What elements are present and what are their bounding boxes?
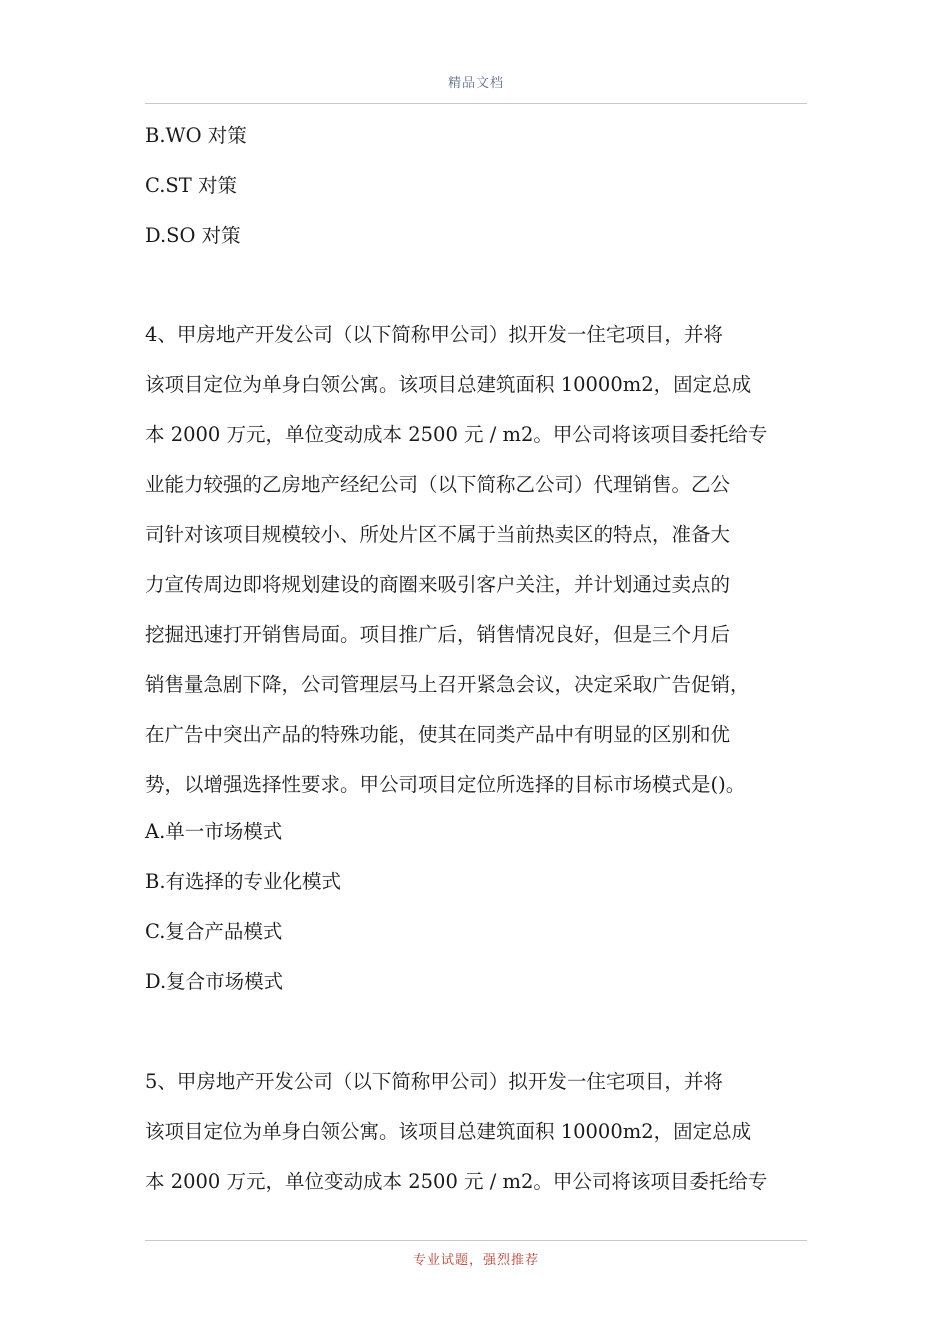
footer-divider [145, 1240, 807, 1241]
question-4-line: 销售量急剧下降，公司管理层马上召开紧急会议，决定采取广告促销， [145, 673, 750, 696]
question-5-line: 本 2000 万元，单位变动成本 2500 元 / m2。甲公司将该项目委托给专 [145, 1170, 768, 1193]
header-divider [145, 103, 807, 104]
q3-option-c: C.ST 对策 [145, 174, 237, 197]
question-4-line: 业能力较强的乙房地产经纪公司（以下简称乙公司）代理销售。乙公 [145, 473, 731, 496]
question-4-line: 该项目定位为单身白领公寓。该项目总建筑面积 10000m2，固定总成 [145, 373, 752, 396]
question-4-text [145, 310, 807, 810]
question-4-line: 司针对该项目规模较小、所处片区不属于当前热卖区的特点，准备大 [145, 523, 731, 546]
question-4-line: 4、甲房地产开发公司（以下简称甲公司）拟开发一住宅项目，并将 [145, 323, 723, 346]
page-header: 精品文档 [447, 76, 504, 91]
q4-option-b: B.有选择的专业化模式 [145, 870, 342, 893]
page-footer: 专业试题，强烈推荐 [412, 1253, 539, 1268]
question-5-text [145, 1057, 807, 1207]
q3-option-d: D.SO 对策 [145, 224, 241, 247]
question-4-line: 在广告中突出产品的特殊功能，使其在同类产品中有明显的区别和优 [145, 723, 731, 746]
question-5-line: 5、甲房地产开发公司（以下简称甲公司）拟开发一住宅项目，并将 [145, 1070, 723, 1093]
question-4-line: 力宣传周边即将规划建设的商圈来吸引客户关注，并计划通过卖点的 [145, 573, 731, 596]
q4-option-c: C.复合产品模式 [145, 920, 283, 943]
question-4-line: 势，以增强选择性要求。甲公司项目定位所选择的目标市场模式是()。 [145, 773, 746, 796]
q3-option-b: B.WO 对策 [145, 124, 247, 147]
q4-option-d: D.复合市场模式 [145, 970, 284, 993]
q4-option-a: A.单一市场模式 [145, 820, 283, 843]
question-5-line: 该项目定位为单身白领公寓。该项目总建筑面积 10000m2，固定总成 [145, 1120, 752, 1143]
question-4-line: 挖掘迅速打开销售局面。项目推广后，销售情况良好，但是三个月后 [145, 623, 731, 646]
question-4-line: 本 2000 万元，单位变动成本 2500 元 / m2。甲公司将该项目委托给专 [145, 423, 768, 446]
